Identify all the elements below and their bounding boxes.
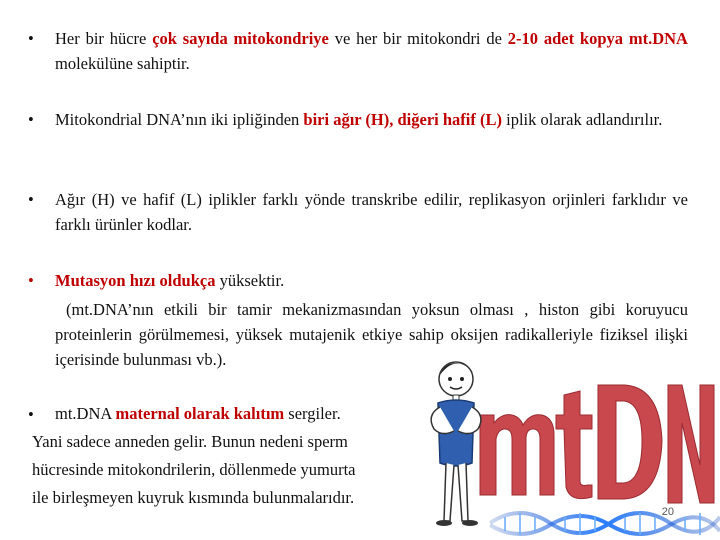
bullet-dot: • (28, 190, 34, 209)
logo-letter-t (556, 391, 592, 499)
bullet-3-text (55, 187, 688, 237)
text-run: ve her bir mitokondri de (328, 29, 508, 48)
highlight-agir-hafif: biri ağır (H), diğeri hafif (L) (303, 110, 502, 129)
logo-letter-m (480, 415, 554, 495)
bullet-4-text (55, 268, 688, 293)
bullet-dot: • (28, 110, 34, 129)
bullet-2-text (55, 107, 688, 132)
text-run: sergiler. (284, 404, 341, 423)
bullet-4-note: (mt.DNA’nın etkili bir tamir mekanizmasından yoksun olması , histon gibi koruyucu proteinlerin görülmemesi, yüksek mutajenik etkiye sahip oksijen radikalleriyle fiziksel ilişki içerisinde bulunması vb.). (55, 300, 688, 369)
text-run: yüksektir. (215, 271, 285, 290)
text-run: iplik olarak adlandırılır. (502, 110, 663, 129)
bullet-5-line-3: ile birleşmeyen kuyruk kısmında bulunmalarıdır. (32, 488, 355, 507)
highlight-cok-sayida: çok sayıda mitokondriye (152, 29, 329, 48)
text-run: mt.DNA (55, 404, 116, 423)
bullet-dot: • (28, 29, 34, 48)
logo-letter-d (598, 385, 662, 499)
text-run: Ağır (H) ve hafif (L) iplikler farklı yönde transkribe edilir, replikasyon orjinleri farklıdır ve farklı ürünler kodlar. (55, 190, 688, 234)
bullet-5-line-1: Yani sadece anneden gelir. Bunun nedeni sperm (32, 432, 348, 451)
logo-letter-n (668, 385, 714, 503)
bullet-dot: • (28, 271, 34, 290)
bullet-dot: • (28, 405, 34, 424)
text-run: molekülüne sahiptir. (55, 54, 190, 73)
page-number: 20 (661, 506, 674, 518)
dna-helix (490, 513, 720, 535)
text-run: Mitokondrial DNA’nın iki ipliğinden (55, 110, 304, 129)
text-run: Her bir hücre (55, 29, 153, 48)
highlight-kopya-mtdna: 2-10 adet kopya mt.DNA (507, 29, 688, 48)
highlight-mutasyon: Mutasyon hızı oldukça (55, 271, 216, 290)
highlight-maternal: maternal olarak kalıtım (115, 404, 285, 423)
bullet-5-line-2: hücresinde mitokondrilerin, döllenmede yumurta (32, 460, 356, 479)
bullet-1-text (55, 26, 688, 76)
cartoon-character (431, 362, 481, 526)
bullet-5-text (55, 400, 455, 428)
mtdna-logo (480, 385, 714, 503)
